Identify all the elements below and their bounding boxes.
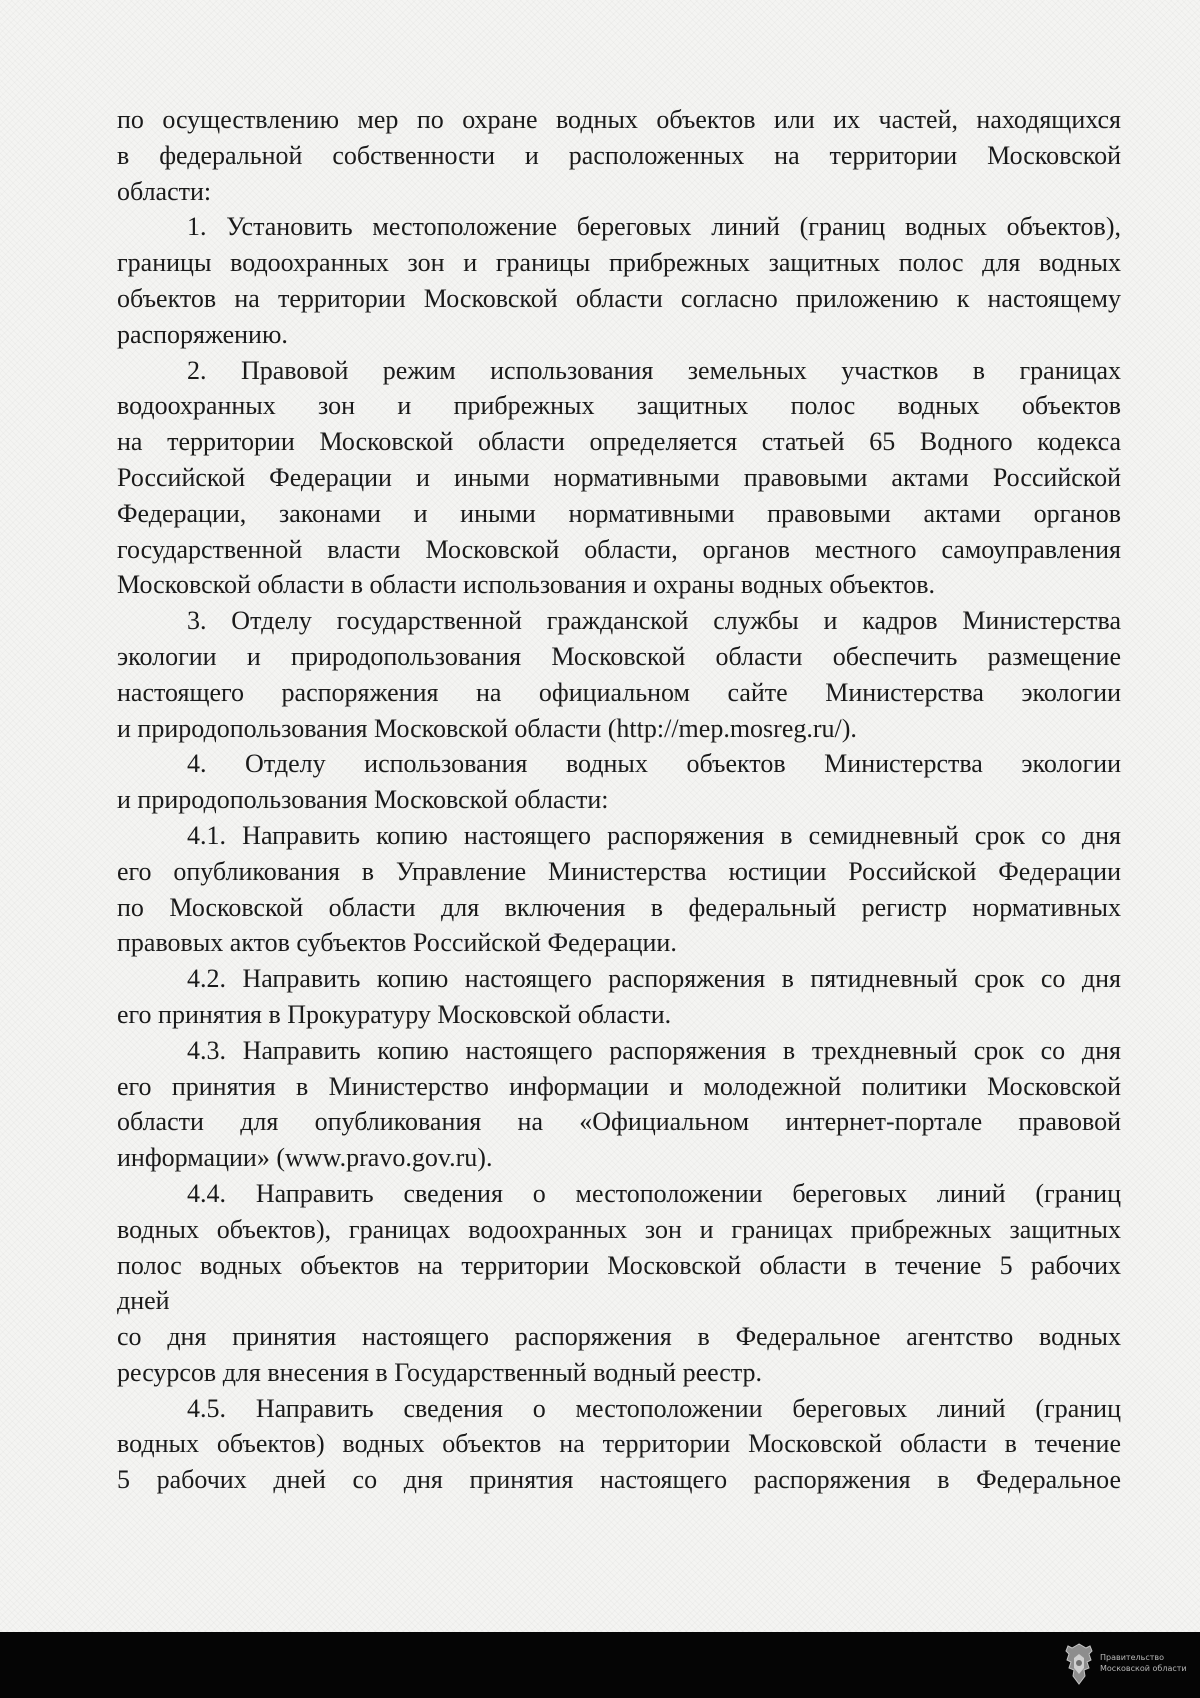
text-line: объектов на территории Московской области согласно приложению к настоящему <box>117 283 1121 313</box>
text-line: экологии и природопользования Московской области обеспечить размещение <box>117 641 1121 671</box>
footer-caption-line-2: Московской области <box>1100 1664 1187 1673</box>
text-line: его принятия в Министерство информации и молодежной политики Московской <box>117 1071 1121 1101</box>
text-line: по осуществлению мер по охране водных объектов или их частей, находящихся <box>117 105 1121 134</box>
text-line: со дня принятия настоящего распоряжения в Федеральное агентство водных <box>117 1322 1121 1352</box>
text-line: и природопользования Московской области: <box>117 785 609 815</box>
text-line: водоохранных зон и прибрежных защитных полос водных объектов <box>117 391 1121 421</box>
footer-caption <box>1100 1652 1196 1674</box>
text-line: Российской Федерации и иными нормативными правовыми актами Российской <box>117 462 1121 492</box>
text-line: по Московской области для включения в федеральный регистр нормативных <box>117 892 1121 922</box>
text-line: на территории Московской области определяется статьей 65 Водного кодекса <box>117 427 1121 457</box>
text-line: 5 рабочих дней со дня принятия настоящего распоряжения в Федеральное <box>117 1465 1121 1495</box>
text-line: дней <box>117 1286 170 1316</box>
text-line: 4.2. Направить копию настоящего распоряжения в пятидневный срок со дня <box>187 964 1121 994</box>
text-line: 4.5. Направить сведения о местоположении береговых линий (границ <box>187 1393 1121 1423</box>
text-line: области: <box>117 176 212 206</box>
text-line: 4. Отделу использования водных объектов Министерства экологии <box>187 749 1121 779</box>
text-line: его принятия в Прокуратуру Московской области. <box>117 999 672 1029</box>
text-line: государственной власти Московской области, органов местного самоуправления <box>117 534 1121 564</box>
text-line: в федеральной собственности и расположенных на территории Московской <box>117 140 1121 170</box>
text-line: 4.1. Направить копию настоящего распоряжения в семидневный срок со дня <box>187 820 1121 850</box>
text-line: Московской области в области использования и охраны водных объектов. <box>117 570 935 600</box>
coat-of-arms-icon <box>1062 1642 1096 1686</box>
text-line: 3. Отделу государственной гражданской службы и кадров Министерства <box>187 606 1121 636</box>
text-line: 4.4. Направить сведения о местоположении береговых линий (границ <box>187 1178 1121 1208</box>
text-line: настоящего распоряжения на официальном сайте Министерства экологии <box>117 677 1121 707</box>
text-line: его опубликования в Управление Министерства юстиции Российской Федерации <box>117 856 1121 886</box>
text-line: ресурсов для внесения в Государственный водный реестр. <box>117 1357 763 1387</box>
text-line: водных объектов) водных объектов на территории Московской области в течение <box>117 1429 1121 1459</box>
text-line: полос водных объектов на территории Московской области в течение 5 рабочих <box>117 1250 1121 1280</box>
text-line: 1. Установить местоположение береговых линий (границ водных объектов), <box>187 212 1121 242</box>
text-line: области для опубликования на «Официальном интернет-портале правовой <box>117 1107 1121 1137</box>
footer-bar <box>0 1632 1200 1698</box>
text-line: границы водоохранных зон и границы прибрежных защитных полос для водных <box>117 248 1121 278</box>
text-line: правовых актов субъектов Российской Федерации. <box>117 928 677 958</box>
document-body <box>117 102 1121 1498</box>
text-line: распоряжению. <box>117 319 288 349</box>
text-line: 2. Правовой режим использования земельных участков в границах <box>187 355 1121 385</box>
text-line: информации» (www.pravo.gov.ru). <box>117 1143 493 1173</box>
text-line: водных объектов), границах водоохранных зон и границах прибрежных защитных <box>117 1214 1121 1244</box>
text-line: и природопользования Московской области (http://mep.mosreg.ru/). <box>117 713 857 743</box>
text-line: 4.3. Направить копию настоящего распоряжения в трехдневный срок со дня <box>187 1035 1121 1065</box>
text-line: Федерации, законами и иными нормативными правовыми актами органов <box>117 498 1121 528</box>
footer-caption-line-1: Правительство <box>1100 1653 1164 1662</box>
